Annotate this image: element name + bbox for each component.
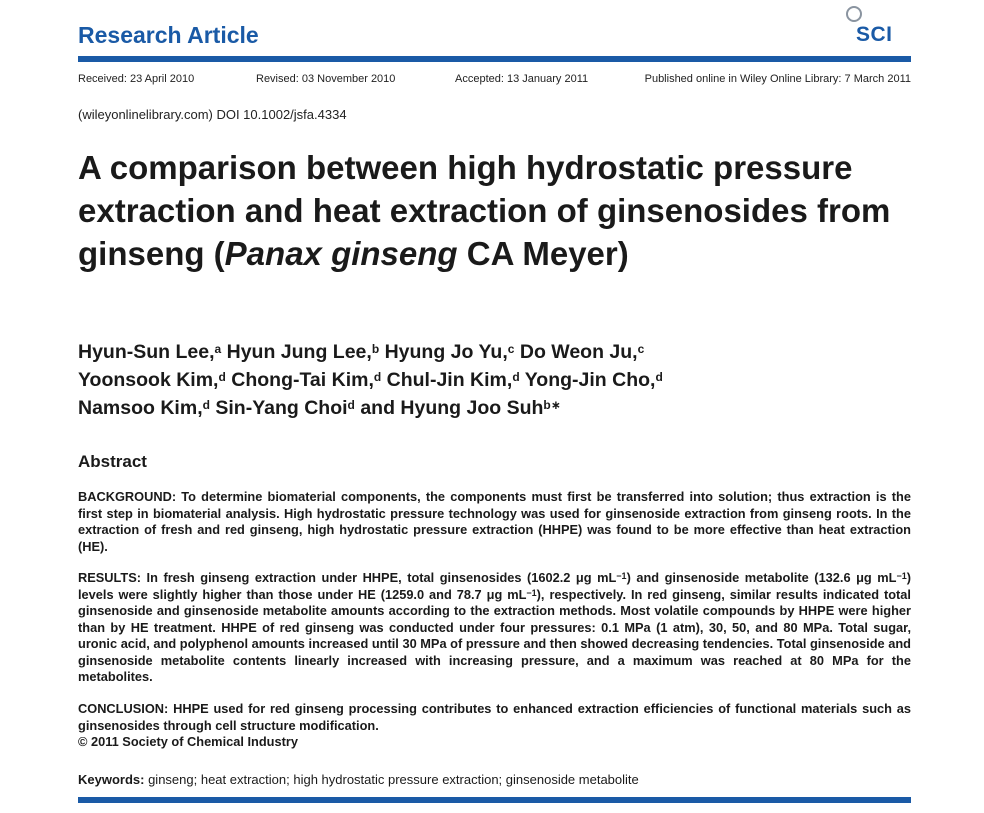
- author-name: Hyung Jo Yu,: [384, 341, 508, 363]
- author-affiliation: c: [507, 342, 515, 356]
- footer-rule: [78, 797, 911, 803]
- sci-logo: [846, 6, 912, 48]
- author-affiliation: b∗: [543, 398, 561, 412]
- author-name: Sin-Yang Choi: [215, 397, 348, 419]
- author-affiliation: b: [371, 342, 380, 356]
- author-name: Chong-Tai Kim,: [231, 369, 374, 391]
- title-tail: CA Meyer): [457, 235, 629, 272]
- author-name: Yong-Jin Cho,: [524, 369, 656, 391]
- doi-line: (wileyonlinelibrary.com) DOI 10.1002/jsfa.4334: [78, 107, 347, 122]
- logo-text: SCI: [856, 23, 893, 46]
- author-name: Do Weon Ju,: [519, 341, 638, 363]
- abstract-results: [78, 570, 911, 686]
- keywords-label: Keywords:: [78, 772, 145, 787]
- copyright-line: © 2011 Society of Chemical Industry: [78, 734, 298, 749]
- unit-exponent: −1: [896, 571, 907, 581]
- accepted-date: Accepted: 13 January 2011: [455, 73, 589, 85]
- author-name: Yoonsook Kim,: [78, 369, 219, 391]
- results-text: ) and ginsenoside metabolite (132.6 μg mL: [626, 570, 897, 585]
- author-name: Namsoo Kim,: [78, 397, 203, 419]
- results-text: ) levels were slightly higher than those under HE (1259.0 and 78.7 μg mL: [78, 570, 911, 602]
- abstract-heading: Abstract: [78, 452, 147, 471]
- received-date: Received: 23 April 2010: [78, 73, 195, 85]
- logo-ring-icon: [846, 6, 862, 22]
- keywords-text: ginseng; heat extraction; high hydrostatic pressure extraction; ginsenoside metabolite: [144, 772, 639, 787]
- journal-label: Research Article: [78, 22, 259, 48]
- author-name: Hyun-Sun Lee,: [78, 341, 215, 363]
- author-affiliation: d: [512, 370, 520, 384]
- author-name: and Hyung Joo Suh: [360, 397, 544, 419]
- unit-exponent: −1: [526, 587, 537, 598]
- conclusion-text: CONCLUSION: HHPE used for red ginseng processing contributes to enhanced extraction efficiencies of functional materials such as ginsenosides through cell structure modification.: [78, 701, 911, 733]
- author-name: Chul-Jin Kim,: [386, 369, 513, 391]
- abstract-background: BACKGROUND: To determine biomaterial components, the components must first be transferred into solution; thus extraction is the first step in biomaterial analysis. High hydrostatic pressure technology was used for ginsenoside extraction from ginseng roots. In the extraction of fresh and red ginseng, high hydrostatic pressure extraction (HHPE) was found to be more effective than heat extraction (HE).: [78, 489, 911, 554]
- keywords-line: [78, 772, 639, 787]
- title-species: Panax ginseng: [224, 235, 458, 272]
- unit-exponent: −1: [616, 571, 627, 581]
- author-affiliation: d: [373, 370, 382, 384]
- author-list: [78, 338, 878, 422]
- author-affiliation: d: [202, 398, 210, 412]
- title-main: A comparison between high hydrostatic pressure extraction and heat extraction of ginsenosides from ginseng (: [78, 149, 891, 272]
- published-date: Published online in Wiley Online Library: 7 March 2011: [644, 73, 911, 85]
- revised-date: Revised: 03 November 2010: [256, 73, 396, 85]
- results-text: ), respectively. In red ginseng, similar results indicated total ginsenoside and ginsenoside metabolite amounts according to the extraction methods. Most volatile compounds by HHPE were higher than by HE treatment. HHPE of red ginseng was conducted under four pressures: 0.1 MPa (1 atm), 30, 50, and 80 MPa. Total sugar, uronic acid, and polyphenol amounts increased until 30 MPa of pressure and then showed decreasing tendencies. Total ginsenoside and ginsenoside metabolite contents linearly increased with increasing pressure, and a maximum was reached at 80 MPa for the metabolites.: [78, 586, 911, 684]
- author-name: Hyun Jung Lee,: [226, 341, 372, 363]
- author-affiliation: a: [214, 342, 222, 356]
- results-text: RESULTS: In fresh ginseng extraction under HHPE, total ginsenosides (1602.2 μg mL: [78, 570, 617, 585]
- abstract-conclusion: [78, 701, 911, 751]
- article-title: [78, 146, 898, 275]
- header-rule: [78, 56, 911, 62]
- author-affiliation: d: [655, 370, 663, 384]
- author-affiliation: d: [347, 398, 355, 412]
- author-affiliation: c: [637, 342, 645, 356]
- author-affiliation: d: [218, 370, 226, 384]
